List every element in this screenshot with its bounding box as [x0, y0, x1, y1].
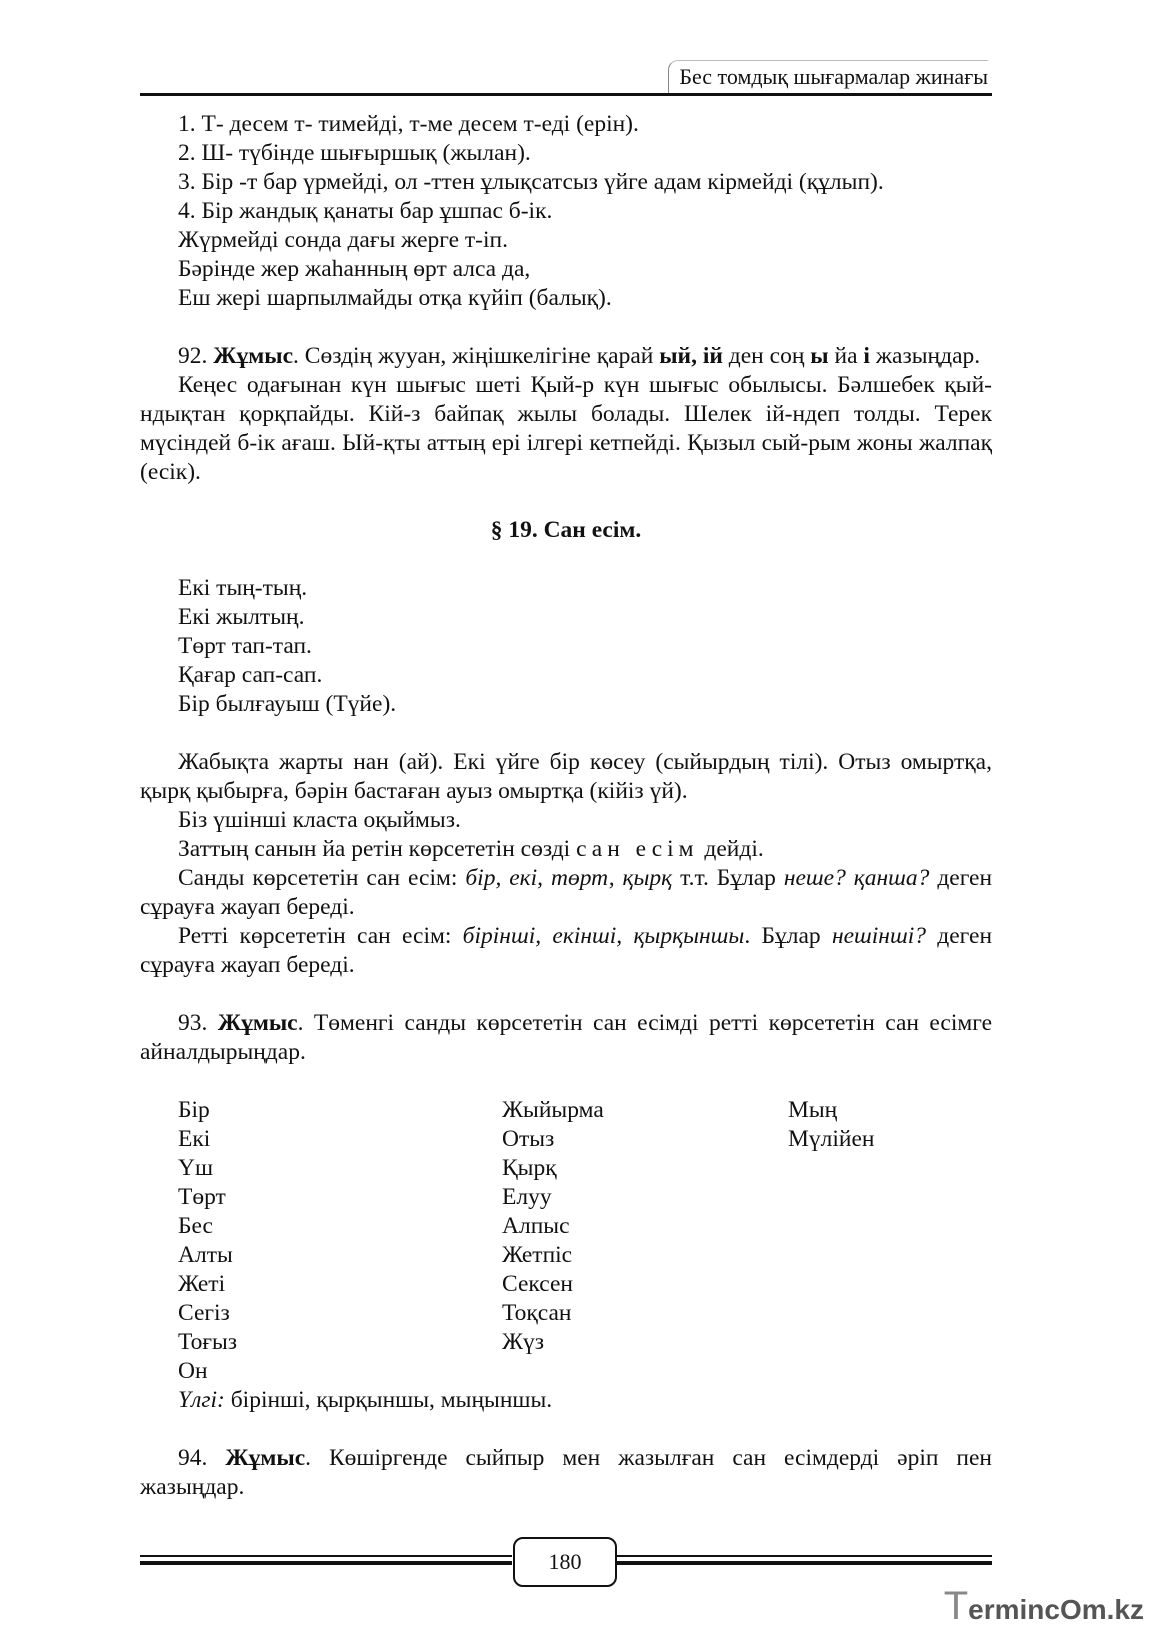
numeral-item: Екі [178, 1126, 211, 1152]
numeral-item: Жетпіс [502, 1242, 573, 1268]
numeral-column-3 [788, 1096, 874, 1154]
header-rule [140, 93, 992, 96]
theory-paragraph-5: Ретті көрсететін сан есім: бірінші, екінші, қырқыншы. Бұлар нешінші? деген сұрауға жауап береді. [140, 923, 993, 978]
numeral-item: Жыйырма [502, 1097, 604, 1123]
footer-rule-right-thick [616, 1561, 992, 1565]
riddle-line: 2. Ш- түбінде шығыршық (жылан). [178, 140, 531, 166]
exercise-94-task: 94. Жұмыс. Көшіргенде сыйпыр мен жазылған сан есімдерді әріп пен жазыңдар. [140, 1445, 992, 1500]
header-title: Бес томдық шығармалар жинағы [668, 60, 988, 95]
exercise-label: Жұмыс [225, 1445, 306, 1471]
example-label: Үлгі: [178, 1387, 225, 1413]
riddle-line: Қағар сап-сап. [178, 662, 323, 688]
theory-paragraph-2: Біз үшінші класта оқыймыз. [178, 807, 461, 833]
page-content [140, 110, 992, 1502]
numeral-item: Алпыс [502, 1213, 570, 1239]
numeral-item: Он [178, 1358, 208, 1384]
footer-rule-left [140, 1555, 512, 1557]
example-line: Үлгі: бірінші, қырқыншы, мыңыншы. [178, 1387, 553, 1413]
numeral-item: Тоқсан [502, 1300, 572, 1326]
exercise-92-body: Кеңес одағынан күн шығыс шеті Қый-р күн шығыс обылысы. Бәлшебек қый-ндықтан қорқпайды. Кій-з байпақ жылы болады. Шелек ій-ндеп толды. Терек мүсіндей б-ік ағаш. Ый-қты аттың ері ілгері кетпейді. Қызыл сый-рым жоны жалпақ (есік). [140, 372, 992, 485]
numeral-item: Қырқ [502, 1155, 557, 1181]
watermark-logo: TermincOm.kz [943, 1584, 1144, 1628]
numeral-item: Тоғыз [178, 1329, 238, 1355]
exercise-93-task: 93. Жұмыс. Төменгі санды көрсететін сан есімді ретті көрсететін сан есімге айналдырыңдар. [140, 1010, 992, 1065]
numeral-item: Жеті [178, 1271, 226, 1297]
numeral-item: Төрт [178, 1184, 226, 1210]
riddle-line: Екі жылтың. [178, 604, 305, 630]
numeral-item: Мүлійен [788, 1126, 875, 1152]
riddle-line: 1. Т- десем т- тимейді, т-ме десем т-еді (ерін). [178, 111, 639, 137]
numeral-item: Алты [178, 1242, 233, 1268]
numeral-item: Бес [178, 1213, 213, 1239]
page-footer [140, 1535, 992, 1591]
term-numeral: сан есім [576, 836, 699, 862]
numeral-item: Сегіз [178, 1300, 230, 1326]
theory-paragraph-4: Санды көрсететін сан есім: бір, екі, төрт, қырқ т.т. Бұлар неше? қанша? деген сұрауға жауап береді. [140, 865, 993, 920]
numeral-column-2 [502, 1096, 604, 1357]
numeral-item: Отыз [502, 1126, 555, 1152]
numeral-item: Үш [178, 1155, 214, 1181]
riddle-line: Жүрмейді сонда дағы жерге т-іп. [178, 227, 508, 253]
riddle-line: Еш жері шарпылмайды отқа күйіп (балық). [178, 285, 612, 311]
exercise-label: Жұмыс [217, 1010, 298, 1036]
riddle-line: Бір былғауыш (Түйе). [178, 691, 397, 717]
theory-paragraph-1: Жабықта жарты нан (ай). Екі үйге бір көсеу (сыйырдың тілі). Отыз омыртқа, қырқ қыбырға, бәрін бастаған ауыз омыртқа (кійіз үй). [140, 749, 992, 804]
footer-rule-left-thick [140, 1561, 512, 1565]
riddle-line: Екі тың-тың. [178, 575, 308, 601]
riddle-line: Төрт тап-тап. [178, 633, 312, 659]
exercise-label: Жұмыс [213, 343, 294, 369]
section-title: § 19. Сан есім. [490, 517, 642, 543]
numeral-item: Бір [178, 1097, 210, 1123]
numeral-columns [140, 1096, 992, 1386]
numeral-item: Мың [788, 1097, 838, 1123]
riddles-block-1 [140, 110, 992, 313]
numeral-column-1 [178, 1096, 237, 1386]
riddles-block-2 [140, 574, 992, 719]
exercise-92-task: 92. Жұмыс. Сөздің жууан, жіңішкелігіне қарай ый, ій ден соң ы йа і жазыңдар. [178, 343, 981, 369]
numeral-item: Жүз [502, 1329, 545, 1355]
footer-rule-right [616, 1555, 992, 1557]
riddle-line: 3. Бір -т бар үрмейді, ол -ттен ұлықсатсыз үйге адам кірмейді (құлып). [178, 169, 884, 195]
numeral-item: Елуу [502, 1184, 552, 1210]
theory-paragraph-3: Заттың санын йа ретін көрсететін сөзді сан есім дейді. [178, 836, 764, 862]
numeral-item: Сексен [502, 1271, 573, 1297]
running-header [140, 52, 992, 92]
riddle-line: 4. Бір жандық қанаты бар ұшпас б-ік. [178, 198, 553, 224]
page-number: 180 [513, 1537, 617, 1587]
riddle-line: Бәрінде жер жаһанның өрт алса да, [178, 256, 531, 282]
